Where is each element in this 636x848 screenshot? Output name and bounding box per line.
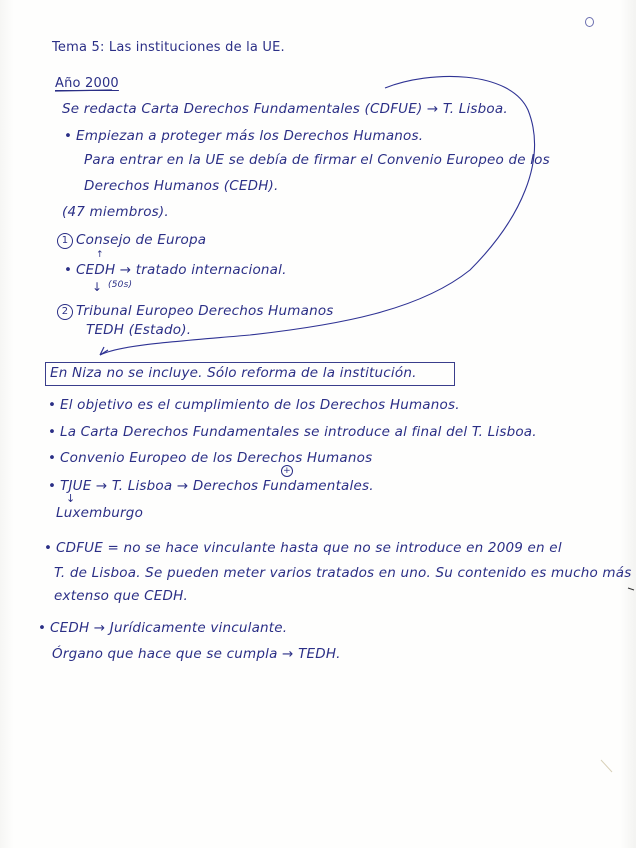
note-line-cdfue-2: T. de Lisboa. Se pueden meter varios tratados en uno. Su contenido es mucho más (54, 565, 632, 581)
bullet-cedh-binding: • CEDH → Jurídicamente vinculante. (50, 620, 287, 636)
circled-number-1: 1 (57, 233, 73, 249)
page-title: Tema 5: Las instituciones de la UE. (52, 40, 285, 55)
note-line-join-eu-requirement: Para entrar en la UE se debía de firmar el Convenio Europeo de los (84, 152, 550, 168)
page-circle-mark (585, 17, 594, 27)
item-label: Tribunal Europeo Derechos Humanos (76, 303, 334, 319)
item-label: Consejo de Europa (76, 232, 207, 248)
boxed-note-niza: En Niza no se incluye. Sólo reforma de la institución. (50, 365, 417, 381)
bullet-objective: • El objetivo es el cumplimiento de los Derechos Humanos. (60, 397, 460, 413)
note-line-cdfue-drafted: Se redacta Carta Derechos Fundamentales (CDFUE) → T. Lisboa. (62, 101, 508, 117)
circled-plus-mark: + (281, 465, 293, 477)
bullet-cedh-treaty: • CEDH → tratado internacional. (76, 262, 287, 278)
note-line-members-count: (47 miembros). (62, 204, 169, 220)
item-tribunal-europeo (57, 303, 334, 320)
note-50s: (50s) (108, 280, 133, 290)
bullet-cdfue-binding: • CDFUE = no se hace vinculante hasta que no se introduce en 2009 en el (56, 540, 562, 556)
section-heading-year-2000: Año 2000 (55, 76, 119, 91)
circled-number-2: 2 (57, 304, 73, 320)
bullet-convenio-europeo: • Convenio Europeo de los Derechos Humanos (60, 450, 372, 466)
note-line-cdfue-3: extenso que CEDH. (54, 588, 188, 604)
note-line-organo-tedh: Órgano que hace que se cumpla → TEDH. (52, 646, 341, 662)
note-line-cedh-name: Derechos Humanos (CEDH). (84, 178, 279, 194)
item-consejo-de-europa (57, 232, 206, 249)
down-arrow-icon: ↓ (92, 280, 103, 294)
bullet-tjue: • TJUE → T. Lisboa → Derechos Fundamentales. (60, 478, 374, 494)
bullet-protect-human-rights: • Empiezan a proteger más los Derechos Humanos. (76, 128, 423, 144)
up-arrow-icon: ↑ (96, 250, 104, 260)
down-arrow-icon: ↓ (66, 492, 76, 505)
bullet-carta-final-lisboa: • La Carta Derechos Fundamentales se introduce al final del T. Lisboa. (60, 424, 537, 440)
note-line-tedh: TEDH (Estado). (86, 322, 192, 338)
note-luxemburgo: Luxemburgo (56, 505, 144, 521)
